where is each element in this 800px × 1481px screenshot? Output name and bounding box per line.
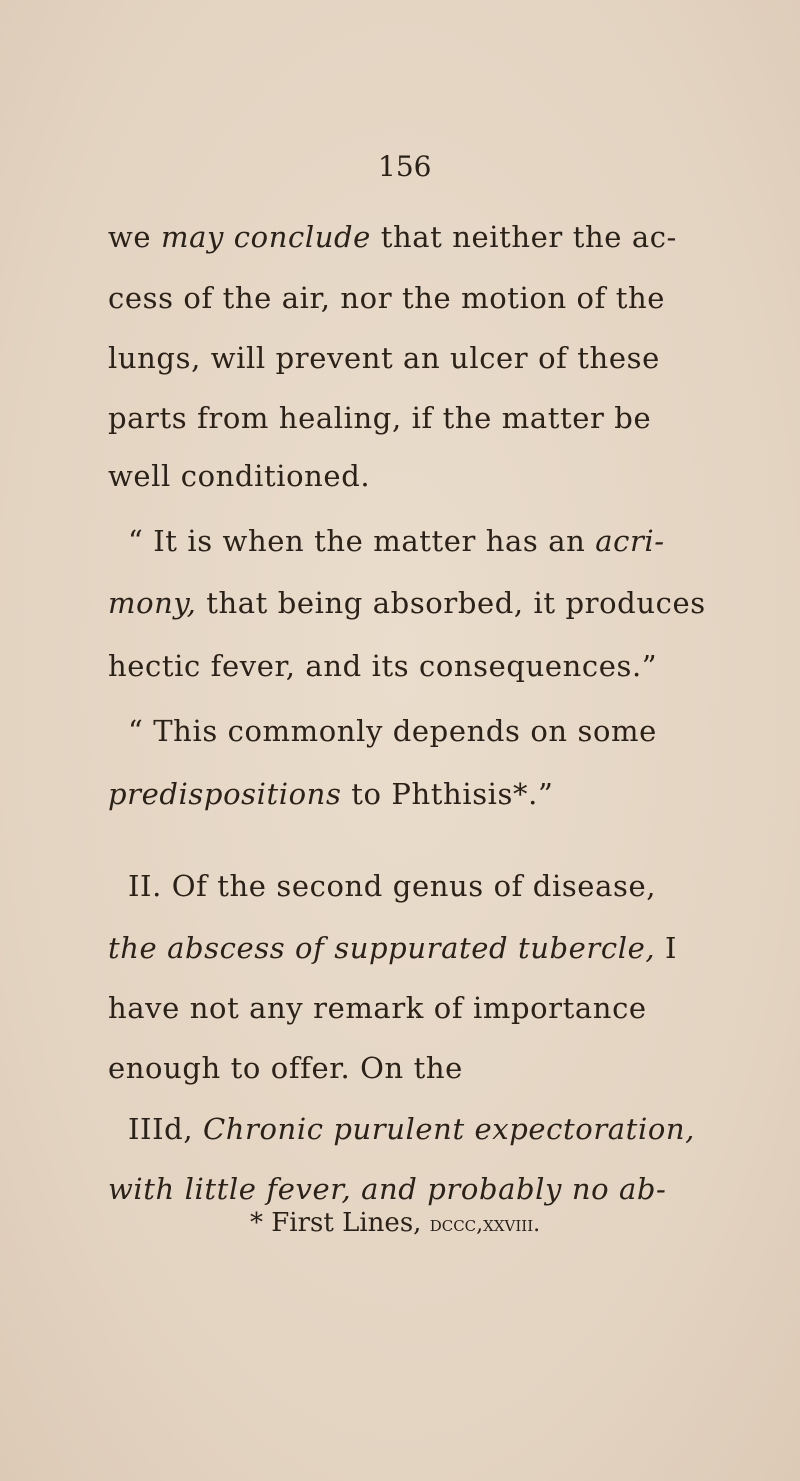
italic-segment: acri- xyxy=(595,524,665,558)
text-line xyxy=(108,220,677,254)
text-segment: hectic fever, and its consequences.” xyxy=(108,649,658,683)
footnote-lead: * First Lines, xyxy=(250,1208,430,1238)
text-line xyxy=(128,1112,695,1146)
text-segment: “ It is when the matter has an xyxy=(128,524,596,558)
text-segment: I xyxy=(655,931,678,965)
footnote xyxy=(250,1208,540,1238)
text-line xyxy=(108,777,553,811)
text-line xyxy=(108,281,665,315)
italic-segment: may conclude xyxy=(161,220,371,254)
text-line xyxy=(108,586,706,620)
text-segment: have not any remark of importance xyxy=(108,991,647,1025)
footnote-reference: dccc,xxviii. xyxy=(429,1212,541,1237)
text-line xyxy=(108,1172,666,1206)
text-segment: well conditioned. xyxy=(108,459,371,493)
text-line xyxy=(108,931,677,965)
text-line xyxy=(128,714,657,748)
italic-segment: Chronic purulent expectoration, xyxy=(202,1112,695,1146)
text-segment: IIId, xyxy=(128,1112,203,1146)
text-segment: that neither the ac- xyxy=(370,220,677,254)
italic-segment: the abscess of suppurated tubercle, xyxy=(108,931,656,965)
text-line xyxy=(128,524,665,558)
text-segment: parts from healing, if the matter be xyxy=(108,401,652,435)
text-line xyxy=(108,459,370,493)
text-segment: lungs, will prevent an ulcer of these xyxy=(108,341,660,375)
text-line xyxy=(108,401,651,435)
text-segment: we xyxy=(108,220,162,254)
text-segment: II. Of the second genus of disease, xyxy=(128,869,657,903)
text-segment: “ This commonly depends on some xyxy=(128,714,657,748)
text-segment: enough to offer. On the xyxy=(108,1051,463,1085)
italic-segment: mony, xyxy=(108,586,197,620)
text-segment: cess of the air, nor the motion of the xyxy=(108,281,666,315)
text-line xyxy=(108,341,660,375)
page-number: 156 xyxy=(378,150,432,183)
italic-segment: with little fever, and probably no ab- xyxy=(108,1172,667,1206)
italic-segment: predispositions xyxy=(108,777,342,811)
text-segment: that being absorbed, it produces xyxy=(196,586,706,620)
text-line xyxy=(108,649,657,683)
text-line xyxy=(128,869,656,903)
text-line xyxy=(108,991,647,1025)
text-line xyxy=(108,1051,463,1085)
text-segment: to Phthisis*.” xyxy=(341,777,554,811)
